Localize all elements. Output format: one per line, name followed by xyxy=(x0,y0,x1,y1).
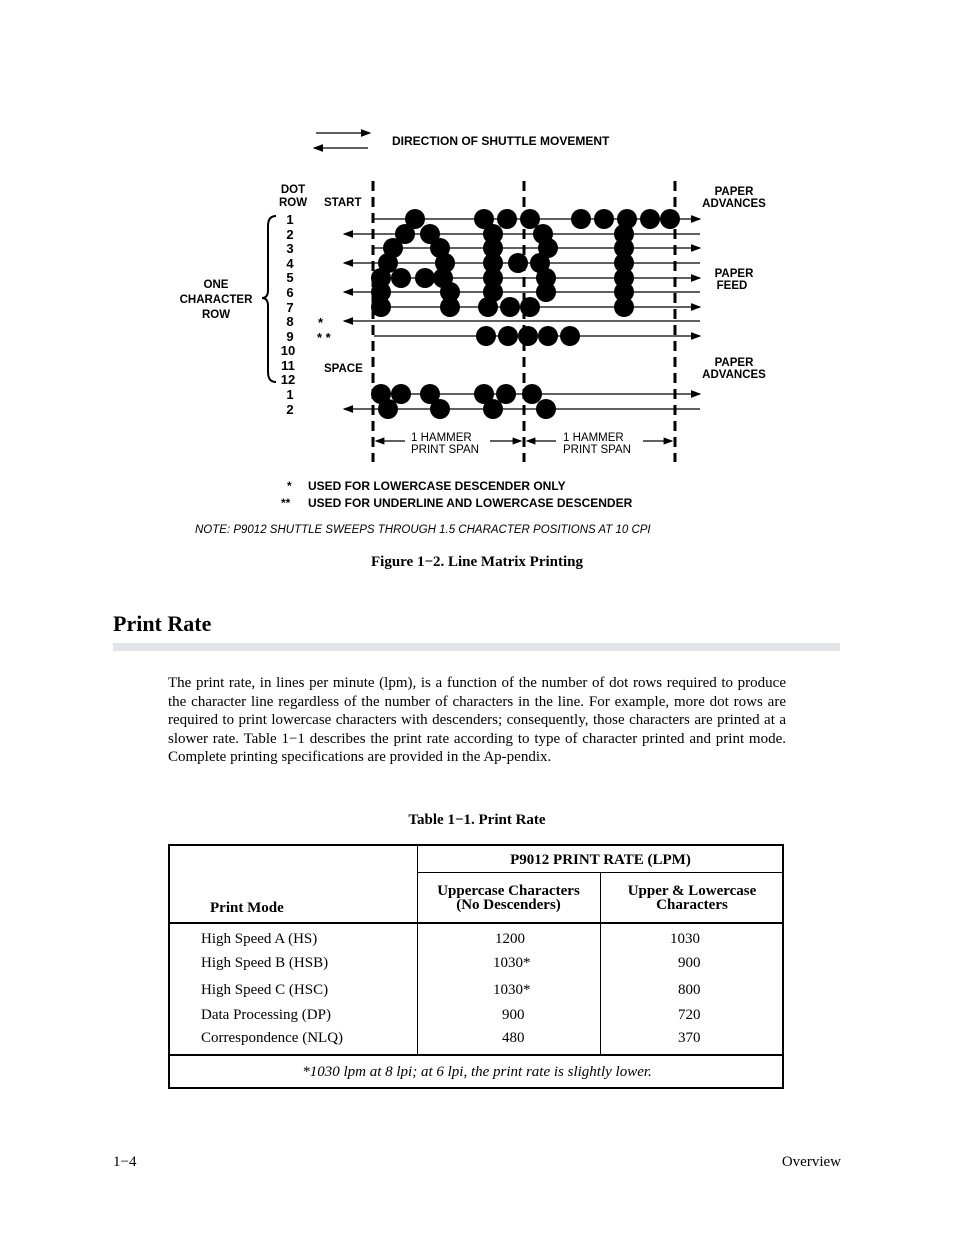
print-dot xyxy=(378,399,398,419)
table-cell-mode: High Speed C (HSC) xyxy=(201,982,329,998)
paper-advances-top-2: ADVANCES xyxy=(702,198,766,210)
hammer-span-2a: 1 HAMMER xyxy=(563,432,624,444)
row-number: 11 xyxy=(281,358,295,373)
print-dot xyxy=(476,326,496,346)
group-header: P9012 PRINT RATE (LPM) xyxy=(510,852,691,868)
table-cell-mixed: 720 xyxy=(678,1007,701,1023)
row-number: 5 xyxy=(286,270,294,285)
table-cell-upper: 480 xyxy=(502,1030,525,1046)
row-number: 7 xyxy=(286,300,294,315)
dot-row-label-2: ROW xyxy=(278,197,308,209)
one-char-row-3: ROW xyxy=(201,309,231,321)
col-header-mixed-1: Upper & Lowercase xyxy=(627,883,757,899)
print-dot xyxy=(500,297,520,317)
figure-note: NOTE: P9012 SHUTTLE SWEEPS THROUGH 1.5 CHARACTER POSITIONS AT 10 CPI xyxy=(195,524,651,536)
print-dot xyxy=(536,399,556,419)
table-footnote: *1030 lpm at 8 lpi; at 6 lpi, the print rate is slightly lower. xyxy=(302,1064,652,1080)
row-brace xyxy=(262,216,276,382)
print-dot xyxy=(440,297,460,317)
print-dot xyxy=(508,253,528,273)
table-cell-upper: 1030* xyxy=(493,982,531,998)
row-number: 9 xyxy=(286,329,294,344)
col-header-upper-1: Uppercase Characters xyxy=(437,883,580,899)
row-number: 1 xyxy=(286,212,294,227)
print-dot xyxy=(430,399,450,419)
star-double: * * xyxy=(317,330,331,345)
paper-advances-bottom-1: PAPER xyxy=(714,357,754,369)
row-number: 8 xyxy=(286,314,294,329)
table-divider xyxy=(417,846,418,1055)
row-number: 12 xyxy=(280,372,296,387)
table-divider xyxy=(417,872,784,873)
table-cell-mixed: 900 xyxy=(678,955,701,971)
table-cell-mode: Correspondence (NLQ) xyxy=(201,1030,344,1046)
col-header-mixed-2: Characters xyxy=(656,897,728,913)
row-number: 2 xyxy=(286,402,294,417)
print-dot xyxy=(560,326,580,346)
print-dot xyxy=(536,282,556,302)
table-cell-upper: 1200 xyxy=(495,931,525,947)
figure-caption: Figure 1−2. Line Matrix Printing xyxy=(371,554,583,570)
direction-label: DIRECTION OF SHUTTLE MOVEMENT xyxy=(392,134,610,148)
legend-text-1: USED FOR LOWERCASE DESCENDER ONLY xyxy=(308,479,566,493)
table-cell-upper: 1030* xyxy=(493,955,531,971)
table-caption: Table 1−1. Print Rate xyxy=(408,812,546,828)
paper-advances-bottom-2: ADVANCES xyxy=(702,369,766,381)
print-dot xyxy=(614,297,634,317)
table-cell-mixed: 370 xyxy=(678,1030,701,1046)
print-dot xyxy=(483,399,503,419)
legend-mark-2: ** xyxy=(281,496,291,510)
print-dot xyxy=(415,268,435,288)
table-cell-mixed: 1030 xyxy=(670,931,700,947)
print-dot xyxy=(571,209,591,229)
print-dot xyxy=(538,326,558,346)
print-dot xyxy=(518,326,538,346)
body-paragraph: The print rate, in lines per minute (lpm), is a function of the number of dot rows required to produce the character line regardless of the number of characters in the line. For example, more dot rows are required to print lowercase characters with descenders; consequently, those characters are printed at a slower rate. Table 1−1 describes the print rate according to type of character printed and print mode. Complete printing specifications are provided in the Ap-pendix. xyxy=(168,675,786,765)
star-single: * xyxy=(318,315,324,330)
row-number: 3 xyxy=(286,241,294,256)
section-title: Print Rate xyxy=(113,611,212,636)
print-dot xyxy=(478,297,498,317)
one-char-row-2: CHARACTER xyxy=(179,294,253,306)
paper-feed-2: FEED xyxy=(716,280,748,292)
col-header-mode: Print Mode xyxy=(210,900,284,916)
table-divider xyxy=(170,1054,784,1056)
row-number: 2 xyxy=(286,227,294,242)
legend-mark-1: * xyxy=(287,479,292,493)
print-dot xyxy=(522,384,542,404)
table-cell-mode: High Speed B (HSB) xyxy=(201,955,329,971)
print-dot xyxy=(497,209,517,229)
section-rule xyxy=(113,643,840,651)
page-number: 1−4 xyxy=(113,1154,137,1170)
table-divider xyxy=(170,922,784,924)
hammer-span-1b: PRINT SPAN xyxy=(411,444,479,456)
print-dot xyxy=(640,209,660,229)
paper-feed-1: PAPER xyxy=(714,268,754,280)
footer-section-name: Overview xyxy=(781,1154,841,1170)
print-dot xyxy=(660,209,680,229)
hammer-span-1a: 1 HAMMER xyxy=(411,432,472,444)
hammer-span-2b: PRINT SPAN xyxy=(563,444,631,456)
table-cell-upper: 900 xyxy=(502,1007,525,1023)
table-cell-mode: High Speed A (HS) xyxy=(201,931,318,947)
start-label: START xyxy=(324,197,362,209)
print-dot xyxy=(371,297,391,317)
dot-row-label-1: DOT xyxy=(280,184,306,196)
one-char-row-1: ONE xyxy=(203,279,229,291)
row-number: 10 xyxy=(280,343,296,358)
legend-text-2: USED FOR UNDERLINE AND LOWERCASE DESCENDER xyxy=(308,496,633,510)
table-cell-mode: Data Processing (DP) xyxy=(201,1007,331,1023)
print-dot xyxy=(594,209,614,229)
table-cell-mixed: 800 xyxy=(678,982,701,998)
row-number: 4 xyxy=(286,256,294,271)
print-dot xyxy=(520,297,540,317)
space-label: SPACE xyxy=(324,363,363,375)
print-dot xyxy=(498,326,518,346)
col-header-upper-2: (No Descenders) xyxy=(456,897,561,913)
paper-advances-top-1: PAPER xyxy=(714,186,754,198)
row-number: 6 xyxy=(286,285,294,300)
print-rate-table xyxy=(168,844,784,1089)
line-matrix-figure xyxy=(0,0,954,540)
row-number: 1 xyxy=(286,387,294,402)
print-dot xyxy=(391,268,411,288)
